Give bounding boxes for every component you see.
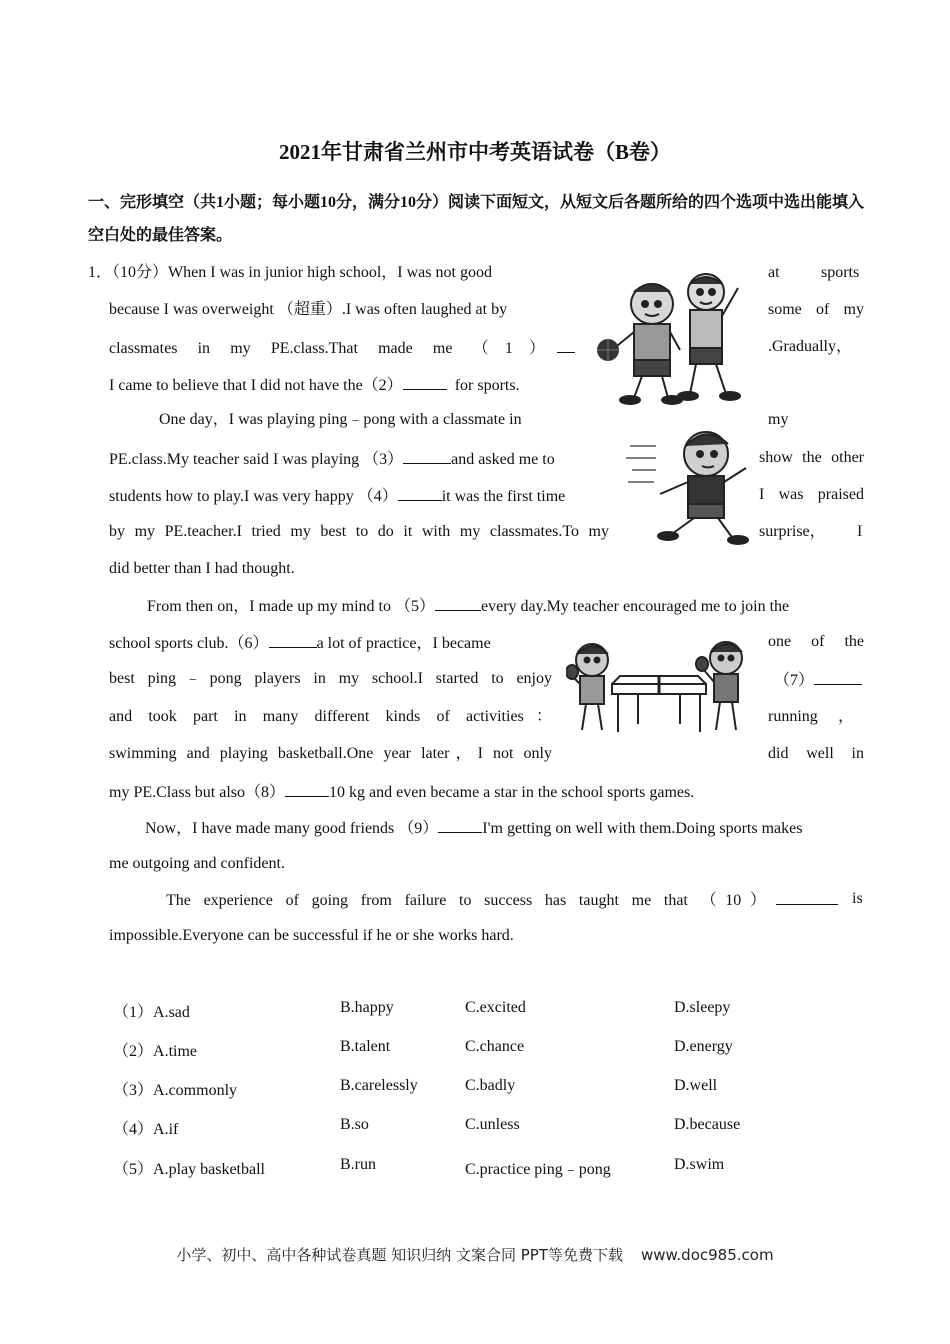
basketball-boys-illustration bbox=[590, 262, 758, 407]
passage-line bbox=[166, 889, 838, 911]
option-c[interactable]: C.practice ping﹣pong bbox=[465, 1161, 611, 1178]
passage-text: Now，I have made many good friends （9） bbox=[145, 820, 439, 837]
answer-blank-2 bbox=[403, 374, 447, 390]
passage-text: it was the first time bbox=[441, 488, 566, 505]
passage-line: and took part in many different kinds of activities： bbox=[109, 708, 552, 725]
passage-line bbox=[774, 669, 862, 691]
passage-text: I'm getting on well with them.Doing sports makes bbox=[482, 820, 803, 837]
option-row bbox=[113, 999, 190, 1022]
option-b[interactable]: B.talent bbox=[340, 1038, 391, 1055]
option-c[interactable]: C.excited bbox=[465, 999, 526, 1016]
option-row bbox=[113, 1038, 197, 1061]
passage-text: a lot of practice，I became bbox=[316, 635, 491, 652]
option-c[interactable]: C.chance bbox=[465, 1038, 525, 1055]
passage-line: at bbox=[768, 264, 780, 281]
passage-line: surprise， bbox=[759, 523, 826, 540]
option-b[interactable]: B.run bbox=[340, 1156, 376, 1173]
option-a[interactable]: A.sad bbox=[153, 1004, 190, 1021]
passage-line: my bbox=[768, 411, 789, 428]
running-boy-illustration bbox=[622, 418, 758, 546]
option-d[interactable]: D.energy bbox=[674, 1038, 733, 1055]
option-number: （2） bbox=[113, 1043, 154, 1060]
option-number: （1） bbox=[113, 1004, 154, 1021]
answer-blank-10 bbox=[776, 889, 838, 905]
answer-blank-5 bbox=[435, 595, 481, 611]
answer-blank-4 bbox=[398, 485, 442, 501]
passage-line: one of the bbox=[768, 633, 864, 650]
passage-text: （7） bbox=[774, 672, 815, 689]
option-row bbox=[113, 1156, 265, 1179]
passage-line: best ping﹣pong players in my school.I started to enjoy bbox=[109, 670, 552, 687]
option-number: （5） bbox=[113, 1161, 154, 1178]
passage-line: because I was overweight （超重）.I was often laughed at by bbox=[109, 301, 508, 318]
passage-line: One day，I was playing ping﹣pong with a classmate in bbox=[159, 411, 522, 428]
passage-line: some of my bbox=[768, 301, 864, 318]
passage-line: did well in bbox=[768, 745, 864, 762]
passage-text: PE.class.My teacher said I was playing （3） bbox=[109, 451, 404, 468]
passage-text: students how to play.I was very happy （4） bbox=[109, 488, 398, 505]
passage-line: impossible.Everyone can be successful if he or she works hard. bbox=[109, 927, 514, 944]
answer-blank-8 bbox=[285, 781, 329, 797]
passage-line: show the other bbox=[759, 449, 864, 466]
passage-line: 1．（10分）When I was in junior high school，I was not good bbox=[88, 264, 492, 281]
answer-blank-6 bbox=[269, 632, 317, 648]
passage-line: sports bbox=[821, 264, 860, 281]
passage-line bbox=[145, 817, 802, 839]
option-c[interactable]: C.unless bbox=[465, 1116, 520, 1133]
passage-line bbox=[109, 374, 520, 396]
passage-line: did better than I had thought. bbox=[109, 560, 295, 577]
passage-line: by my PE.teacher.I tried my best to do it with my classmates.To my bbox=[109, 523, 609, 540]
option-number: （4） bbox=[113, 1121, 154, 1138]
option-a[interactable]: A.play basketball bbox=[153, 1161, 265, 1178]
passage-line bbox=[109, 781, 694, 803]
passage-line: .Gradually， bbox=[768, 338, 852, 355]
passage-line: swimming and playing basketball.One year later，I not only bbox=[109, 745, 552, 762]
option-row bbox=[113, 1116, 178, 1139]
answer-blank-7 bbox=[814, 669, 862, 685]
passage-text: classmates in my PE.class.That made me （1） bbox=[109, 340, 545, 357]
option-d[interactable]: D.because bbox=[674, 1116, 741, 1133]
ping-pong-illustration bbox=[566, 632, 752, 744]
passage-line: is bbox=[852, 890, 863, 907]
section-heading: 一、完形填空（共1小题；每小题10分，满分10分）阅读下面短文，从短文后各题所给的四个选项中选出能填入空白处的最佳答案。 bbox=[88, 194, 865, 244]
footer-text: 小学、初中、高中各种试卷真题 知识归纳 文案合同 PPT等免费下载 bbox=[176, 1246, 623, 1264]
passage-line bbox=[109, 485, 565, 507]
page-title: 2021年甘肃省兰州市中考英语试卷（B卷） bbox=[278, 140, 671, 164]
option-d[interactable]: D.swim bbox=[674, 1156, 725, 1173]
option-d[interactable]: D.well bbox=[674, 1077, 718, 1094]
passage-text: 10 kg and even became a star in the school sports games. bbox=[329, 784, 695, 801]
passage-line bbox=[109, 337, 575, 359]
passage-text: for sports. bbox=[454, 377, 520, 394]
passage-text: my PE.Class but also（8） bbox=[109, 784, 286, 801]
option-row bbox=[113, 1077, 237, 1100]
passage-text: I came to believe that I did not have the（2） bbox=[109, 377, 403, 394]
option-b[interactable]: B.so bbox=[340, 1116, 369, 1133]
passage-line: me outgoing and confident. bbox=[109, 855, 285, 872]
passage-text: every day.My teacher encouraged me to join the bbox=[480, 598, 790, 615]
option-a[interactable]: A.time bbox=[153, 1043, 198, 1060]
passage-line bbox=[147, 595, 789, 617]
passage-line: I was praised bbox=[759, 486, 864, 503]
passage-text: The experience of going from failure to success has taught me that （10） bbox=[166, 892, 766, 909]
page-footer bbox=[0, 1244, 950, 1265]
option-c[interactable]: C.badly bbox=[465, 1077, 516, 1094]
passage-line bbox=[109, 632, 491, 654]
passage-line bbox=[109, 448, 555, 470]
passage-text: and asked me to bbox=[451, 451, 555, 468]
option-b[interactable]: B.carelessly bbox=[340, 1077, 418, 1094]
option-d[interactable]: D.sleepy bbox=[674, 999, 731, 1016]
footer-link[interactable]: www.doc985.com bbox=[640, 1246, 774, 1264]
passage-line: I bbox=[857, 523, 863, 540]
answer-blank-9 bbox=[438, 817, 482, 833]
option-a[interactable]: A.if bbox=[153, 1121, 179, 1138]
passage-text: From then on，I made up my mind to （5） bbox=[147, 598, 435, 615]
answer-blank-3 bbox=[403, 448, 451, 464]
passage-line: running， bbox=[768, 708, 854, 725]
passage-text: school sports club.（6） bbox=[109, 635, 269, 652]
option-b[interactable]: B.happy bbox=[340, 999, 394, 1016]
answer-blank-1 bbox=[557, 337, 575, 353]
option-number: （3） bbox=[113, 1082, 154, 1099]
option-a[interactable]: A.commonly bbox=[153, 1082, 238, 1099]
